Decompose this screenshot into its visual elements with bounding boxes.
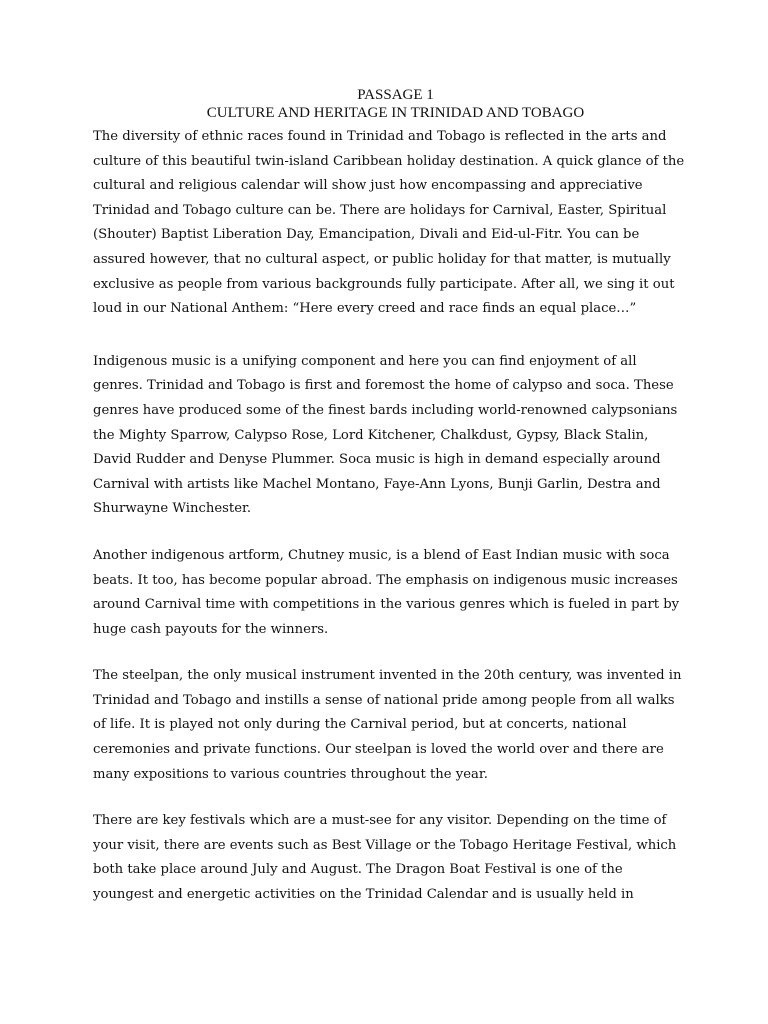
text-line: the Mighty Sparrow, Calypso Rose, Lord Kitchener, Chalkdust, Gypsy, Black Stalin, [93, 427, 649, 443]
text-line: loud in our National Anthem: “Here every creed and race finds an equal place…” [93, 301, 637, 317]
paragraph-4 [93, 664, 682, 787]
text-line: around Carnival time with competitions in the various genres which is fueled in part by [93, 597, 680, 613]
text-line: Another indigenous artform, Chutney music, is a blend of East Indian music with soca [93, 547, 670, 563]
text-line: assured however, that no cultural aspect, or public holiday for that matter, is mutually [93, 251, 671, 267]
paragraph-2 [93, 350, 678, 522]
paragraph-1 [93, 125, 685, 322]
text-line: Trinidad and Tobago culture can be. There are holidays for Carnival, Easter, Spiritual [93, 202, 667, 218]
text-line: your visit, there are events such as Best Village or the Tobago Heritage Festival, which [93, 837, 677, 853]
text-line: youngest and energetic activities on the Trinidad Calendar and is usually held in [93, 887, 634, 903]
text-line: beats. It too, has become popular abroad. The emphasis on indigenous music increases [93, 572, 678, 588]
text-line: cultural and religious calendar will show just how encompassing and appreciative [93, 178, 643, 194]
title-block [93, 86, 678, 122]
passage-label: PASSAGE 1 [357, 87, 434, 103]
text-line: culture of this beautiful twin-island Caribbean holiday destination. A quick glance of the [93, 153, 685, 169]
text-line: ceremonies and private functions. Our steelpan is loved the world over and there are [93, 742, 664, 758]
passage-title: CULTURE AND HERITAGE IN TRINIDAD AND TOBAGO [206, 105, 585, 121]
text-line: Carnival with artists like Machel Montano, Faye-Ann Lyons, Bunji Garlin, Destra and [93, 476, 661, 492]
text-line: many expositions to various countries throughout the year. [93, 766, 488, 782]
text-line: Indigenous music is a unifying component and here you can find enjoyment of all [93, 353, 637, 369]
text-line: Shurwayne Winchester. [93, 501, 252, 517]
text-line: Trinidad and Tobago and instills a sense of national pride among people from all walks [93, 692, 675, 708]
text-line: There are key festivals which are a must-see for any visitor. Depending on the time of [93, 813, 667, 829]
text-line: both take place around July and August. The Dragon Boat Festival is one of the [93, 862, 623, 878]
text-line: exclusive as people from various backgrounds fully participate. After all, we sing it out [93, 276, 675, 292]
text-line: David Rudder and Denyse Plummer. Soca music is high in demand especially around [93, 452, 661, 468]
text-line: (Shouter) Baptist Liberation Day, Emancipation, Divali and Eid-ul-Fitr. You can be [93, 227, 640, 243]
text-line: genres. Trinidad and Tobago is first and foremost the home of calypso and soca. These [93, 378, 674, 394]
text-line: The diversity of ethnic races found in Trinidad and Tobago is reflected in the arts and [93, 129, 667, 144]
paragraph-3 [93, 544, 678, 642]
text-line: genres have produced some of the finest bards including world-renowned calypsonians [93, 402, 678, 418]
text-line: of life. It is played not only during the Carnival period, but at concerts, national [93, 717, 627, 733]
paragraph-5 [93, 809, 678, 907]
text-line: The steelpan, the only musical instrument invented in the 20th century, was invented in [93, 668, 682, 684]
text-line: huge cash payouts for the winners. [93, 621, 329, 637]
